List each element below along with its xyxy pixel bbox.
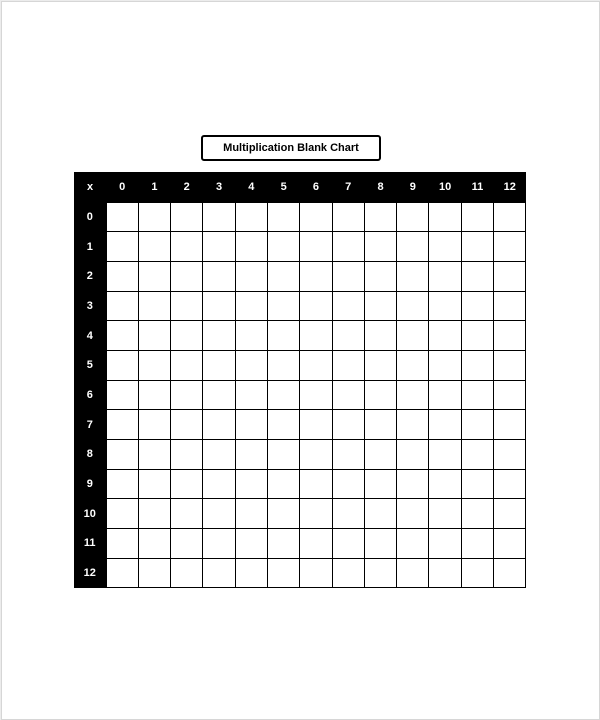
blank-cell [235,350,267,380]
blank-cell [364,350,396,380]
blank-cell [300,410,332,440]
blank-cell [203,499,235,529]
blank-cell [106,261,138,291]
blank-cell [429,440,461,470]
blank-cell [429,410,461,440]
blank-cell [138,380,170,410]
blank-cell [429,380,461,410]
row-header: 2 [74,261,106,291]
blank-cell [300,529,332,559]
table-row [74,440,526,470]
blank-cell [138,232,170,262]
blank-cell [461,261,493,291]
blank-cell [300,499,332,529]
blank-cell [397,380,429,410]
blank-cell [235,232,267,262]
blank-cell [494,558,526,588]
blank-cell [235,202,267,232]
column-header: 8 [364,172,396,202]
blank-cell [106,410,138,440]
blank-cell [364,558,396,588]
column-header: 11 [461,172,493,202]
blank-cell [235,499,267,529]
blank-cell [461,499,493,529]
blank-cell [461,380,493,410]
table-row [74,202,526,232]
row-header: 8 [74,440,106,470]
blank-cell [300,469,332,499]
column-header: 0 [106,172,138,202]
column-header: 10 [429,172,461,202]
blank-cell [300,350,332,380]
blank-cell [171,529,203,559]
blank-cell [397,558,429,588]
blank-cell [138,440,170,470]
blank-cell [267,232,299,262]
column-header: 5 [267,172,299,202]
blank-cell [203,232,235,262]
blank-cell [106,321,138,351]
blank-cell [267,499,299,529]
blank-cell [235,261,267,291]
column-header: 3 [203,172,235,202]
blank-cell [461,410,493,440]
blank-cell [300,440,332,470]
blank-cell [461,440,493,470]
blank-cell [171,232,203,262]
blank-cell [494,321,526,351]
blank-cell [138,410,170,440]
blank-cell [106,440,138,470]
blank-cell [171,350,203,380]
blank-cell [429,469,461,499]
blank-cell [106,202,138,232]
blank-cell [494,529,526,559]
blank-cell [494,202,526,232]
blank-cell [203,202,235,232]
blank-cell [397,350,429,380]
blank-cell [332,440,364,470]
blank-cell [494,350,526,380]
blank-cell [429,291,461,321]
blank-cell [397,232,429,262]
blank-cell [171,380,203,410]
blank-cell [106,291,138,321]
blank-cell [203,469,235,499]
blank-cell [235,469,267,499]
column-header: 7 [332,172,364,202]
blank-cell [300,232,332,262]
row-header: 12 [74,558,106,588]
blank-cell [397,440,429,470]
blank-cell [138,469,170,499]
blank-cell [397,469,429,499]
blank-cell [203,350,235,380]
multiplication-grid [74,172,526,588]
blank-cell [332,558,364,588]
blank-cell [494,380,526,410]
table-row [74,321,526,351]
blank-cell [332,469,364,499]
blank-cell [203,529,235,559]
header-row [74,172,526,202]
blank-cell [235,291,267,321]
blank-cell [203,558,235,588]
blank-cell [364,410,396,440]
blank-cell [171,469,203,499]
blank-cell [138,558,170,588]
blank-cell [106,499,138,529]
blank-cell [461,232,493,262]
blank-cell [235,529,267,559]
blank-cell [171,202,203,232]
blank-cell [364,469,396,499]
blank-cell [171,558,203,588]
blank-cell [429,261,461,291]
blank-cell [332,350,364,380]
blank-cell [106,529,138,559]
blank-cell [461,558,493,588]
column-header: 1 [138,172,170,202]
row-header: 11 [74,529,106,559]
row-header: 10 [74,499,106,529]
blank-cell [494,499,526,529]
row-header: 1 [74,232,106,262]
table-row [74,380,526,410]
blank-cell [461,350,493,380]
blank-cell [461,529,493,559]
blank-cell [267,380,299,410]
blank-cell [106,350,138,380]
blank-cell [429,232,461,262]
blank-cell [429,202,461,232]
table-row [74,529,526,559]
blank-cell [494,469,526,499]
blank-cell [267,202,299,232]
blank-cell [300,261,332,291]
blank-cell [461,291,493,321]
blank-cell [332,529,364,559]
blank-cell [397,529,429,559]
blank-cell [267,469,299,499]
blank-cell [171,291,203,321]
blank-cell [429,350,461,380]
blank-cell [267,350,299,380]
blank-cell [332,410,364,440]
blank-cell [171,261,203,291]
blank-cell [203,261,235,291]
table-row [74,232,526,262]
blank-cell [138,499,170,529]
table-row [74,291,526,321]
blank-cell [494,232,526,262]
blank-cell [235,321,267,351]
blank-cell [235,410,267,440]
row-header: 4 [74,321,106,351]
blank-cell [106,469,138,499]
blank-cell [364,321,396,351]
blank-cell [397,261,429,291]
blank-cell [235,440,267,470]
blank-cell [397,202,429,232]
table-row [74,350,526,380]
blank-cell [429,529,461,559]
table-row [74,261,526,291]
row-header: 7 [74,410,106,440]
blank-cell [300,558,332,588]
blank-cell [332,232,364,262]
blank-cell [364,261,396,291]
table-row [74,410,526,440]
chart-title: Multiplication Blank Chart [201,135,381,161]
blank-cell [364,529,396,559]
blank-cell [171,321,203,351]
blank-cell [267,529,299,559]
column-header: 12 [494,172,526,202]
blank-cell [300,291,332,321]
blank-cell [397,410,429,440]
blank-cell [461,321,493,351]
blank-cell [332,261,364,291]
blank-cell [429,558,461,588]
row-header: 3 [74,291,106,321]
blank-cell [397,291,429,321]
blank-cell [364,380,396,410]
blank-cell [171,410,203,440]
blank-cell [138,529,170,559]
table-row [74,558,526,588]
blank-cell [203,291,235,321]
row-header: 9 [74,469,106,499]
blank-cell [332,291,364,321]
blank-cell [267,558,299,588]
blank-cell [364,202,396,232]
table-row [74,499,526,529]
blank-cell [332,202,364,232]
blank-cell [138,350,170,380]
blank-cell [235,380,267,410]
blank-cell [300,380,332,410]
corner-label: x [74,172,106,202]
blank-cell [300,321,332,351]
row-header: 0 [74,202,106,232]
blank-cell [397,321,429,351]
blank-cell [106,232,138,262]
blank-cell [461,202,493,232]
column-header: 4 [235,172,267,202]
blank-cell [203,321,235,351]
blank-cell [171,440,203,470]
table-row [74,469,526,499]
blank-cell [171,499,203,529]
blank-cell [267,261,299,291]
blank-cell [267,410,299,440]
blank-cell [429,499,461,529]
blank-cell [364,232,396,262]
blank-cell [203,380,235,410]
row-header: 5 [74,350,106,380]
blank-cell [364,499,396,529]
column-header: 2 [171,172,203,202]
blank-cell [267,291,299,321]
blank-cell [397,499,429,529]
blank-cell [332,321,364,351]
blank-cell [138,291,170,321]
blank-cell [267,440,299,470]
blank-cell [461,469,493,499]
blank-cell [267,321,299,351]
blank-cell [494,440,526,470]
blank-cell [494,261,526,291]
column-header: 6 [300,172,332,202]
blank-cell [138,202,170,232]
blank-cell [332,499,364,529]
blank-cell [364,440,396,470]
document-page [1,1,600,720]
column-header: 9 [397,172,429,202]
blank-cell [300,202,332,232]
row-header: 6 [74,380,106,410]
blank-cell [138,261,170,291]
blank-cell [494,291,526,321]
blank-cell [106,558,138,588]
blank-cell [106,380,138,410]
blank-cell [203,410,235,440]
blank-cell [364,291,396,321]
blank-cell [203,440,235,470]
blank-cell [429,321,461,351]
blank-cell [138,321,170,351]
blank-cell [332,380,364,410]
blank-cell [494,410,526,440]
blank-cell [235,558,267,588]
